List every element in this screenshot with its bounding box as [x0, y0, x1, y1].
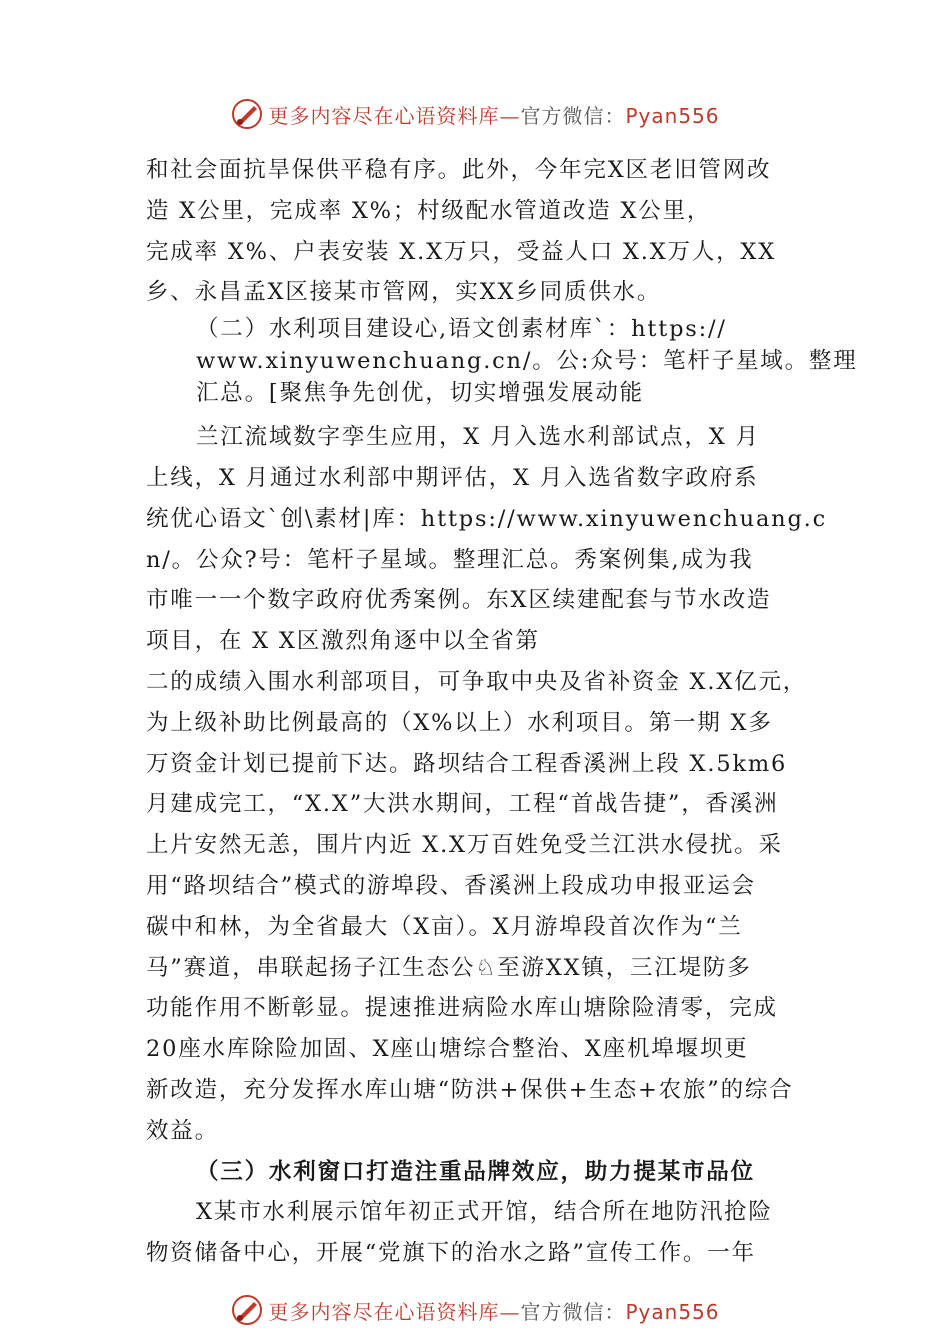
text-line: 马”赛道，串联起扬子江生态公♘至游XX镇，三江堤防多 [146, 954, 752, 981]
text-line: 项目，在 X X区激烈角逐中以全省第 [146, 628, 540, 655]
section-heading-3: （三）水利窗口打造注重品牌效应，助力提某市品位 [196, 1158, 755, 1185]
text-line: 汇总。[聚焦争先创优，切实增强发展动能 [196, 380, 644, 407]
banner-text: 更多内容尽在心语资料库—官方微信：Pyan556 [268, 103, 720, 128]
brush-logo-icon [230, 1293, 264, 1327]
text-line: 物资储备中心，开展“党旗下的治水之路”宣传工作。一年 [146, 1240, 756, 1267]
text-line: 月建成完工，“X.X”大洪水期间，工程“首战告捷”，香溪洲 [146, 791, 779, 818]
text-line: 上片安然无恙，围片内近 X.X万百姓免受兰江洪水侵扰。采 [146, 832, 783, 859]
text-line: 完成率 X%、户表安装 X.X万只，受益人口 X.X万人，XX [146, 238, 777, 265]
text-line: n/。公众?号：笔杆子星域。整理汇总。秀案例集,成为我 [146, 546, 754, 573]
text-line: 为上级补助比例最高的（X%以上）水利项目。第一期 X多 [146, 709, 773, 736]
text-line: 20座水库除险加固、X座山塘综合整治、X座机埠堰坝更 [146, 1036, 749, 1063]
text-line: 上线，X 月通过水利部中期评估，X 月入选省数字政府系 [146, 464, 759, 491]
text-line: 二的成绩入围水利部项目，可争取中央及省补资金 X.X亿元， [146, 668, 808, 695]
text-line: 万资金计划已提前下达。路坝结合工程香溪洲上段 X.5km6 [146, 750, 788, 777]
text-line: www.xinyuwenchuang.cn/。公:众号：笔杆子星域。整理 [196, 348, 858, 375]
footer-banner [0, 1290, 950, 1330]
text-line: 造 X公里，完成率 X%；村级配水管道改造 X公里， [146, 197, 712, 224]
text-line: 效益。 [146, 1117, 219, 1144]
text-line: 统优心语文`创\素材|库：https://www.xinyuwenchuang.c [146, 505, 828, 532]
brush-logo-icon [230, 97, 264, 131]
text-line: 乡、永昌孟X区接某市管网，实XX乡同质供水。 [146, 279, 662, 306]
text-line: 和社会面抗旱保供平稳有序。此外，今年完X区老旧管网改 [146, 157, 772, 183]
paragraph-start: X某市水利展示馆年初正式开馆，结合所在地防汛抢险 [196, 1199, 773, 1226]
header-banner [0, 94, 950, 134]
text-line: 碳中和林，为全省最大（X亩）。X月游埠段首次作为“兰 [146, 913, 743, 940]
text-line: 用“路坝结合”模式的游埠段、香溪洲上段成功申报亚运会 [146, 872, 756, 899]
text-line: 新改造，充分发挥水库山塘“防洪+保供+生态+农旅”的综合 [146, 1076, 794, 1103]
section-heading-2: （二）水利项目建设心,语文创素材库`：https:// [196, 316, 727, 343]
paragraph-start: 兰江流域数字孪生应用，X 月入选水利部试点，X 月 [196, 424, 760, 451]
banner-text: 更多内容尽在心语资料库—官方微信：Pyan556 [268, 1299, 720, 1324]
text-line: 市唯一一个数字政府优秀案例。东X区续建配套与节水改造 [146, 587, 772, 614]
document-body [146, 150, 858, 1274]
text-line: 功能作用不断彰显。提速推进病险水库山塘除险清零，完成 [146, 995, 778, 1022]
